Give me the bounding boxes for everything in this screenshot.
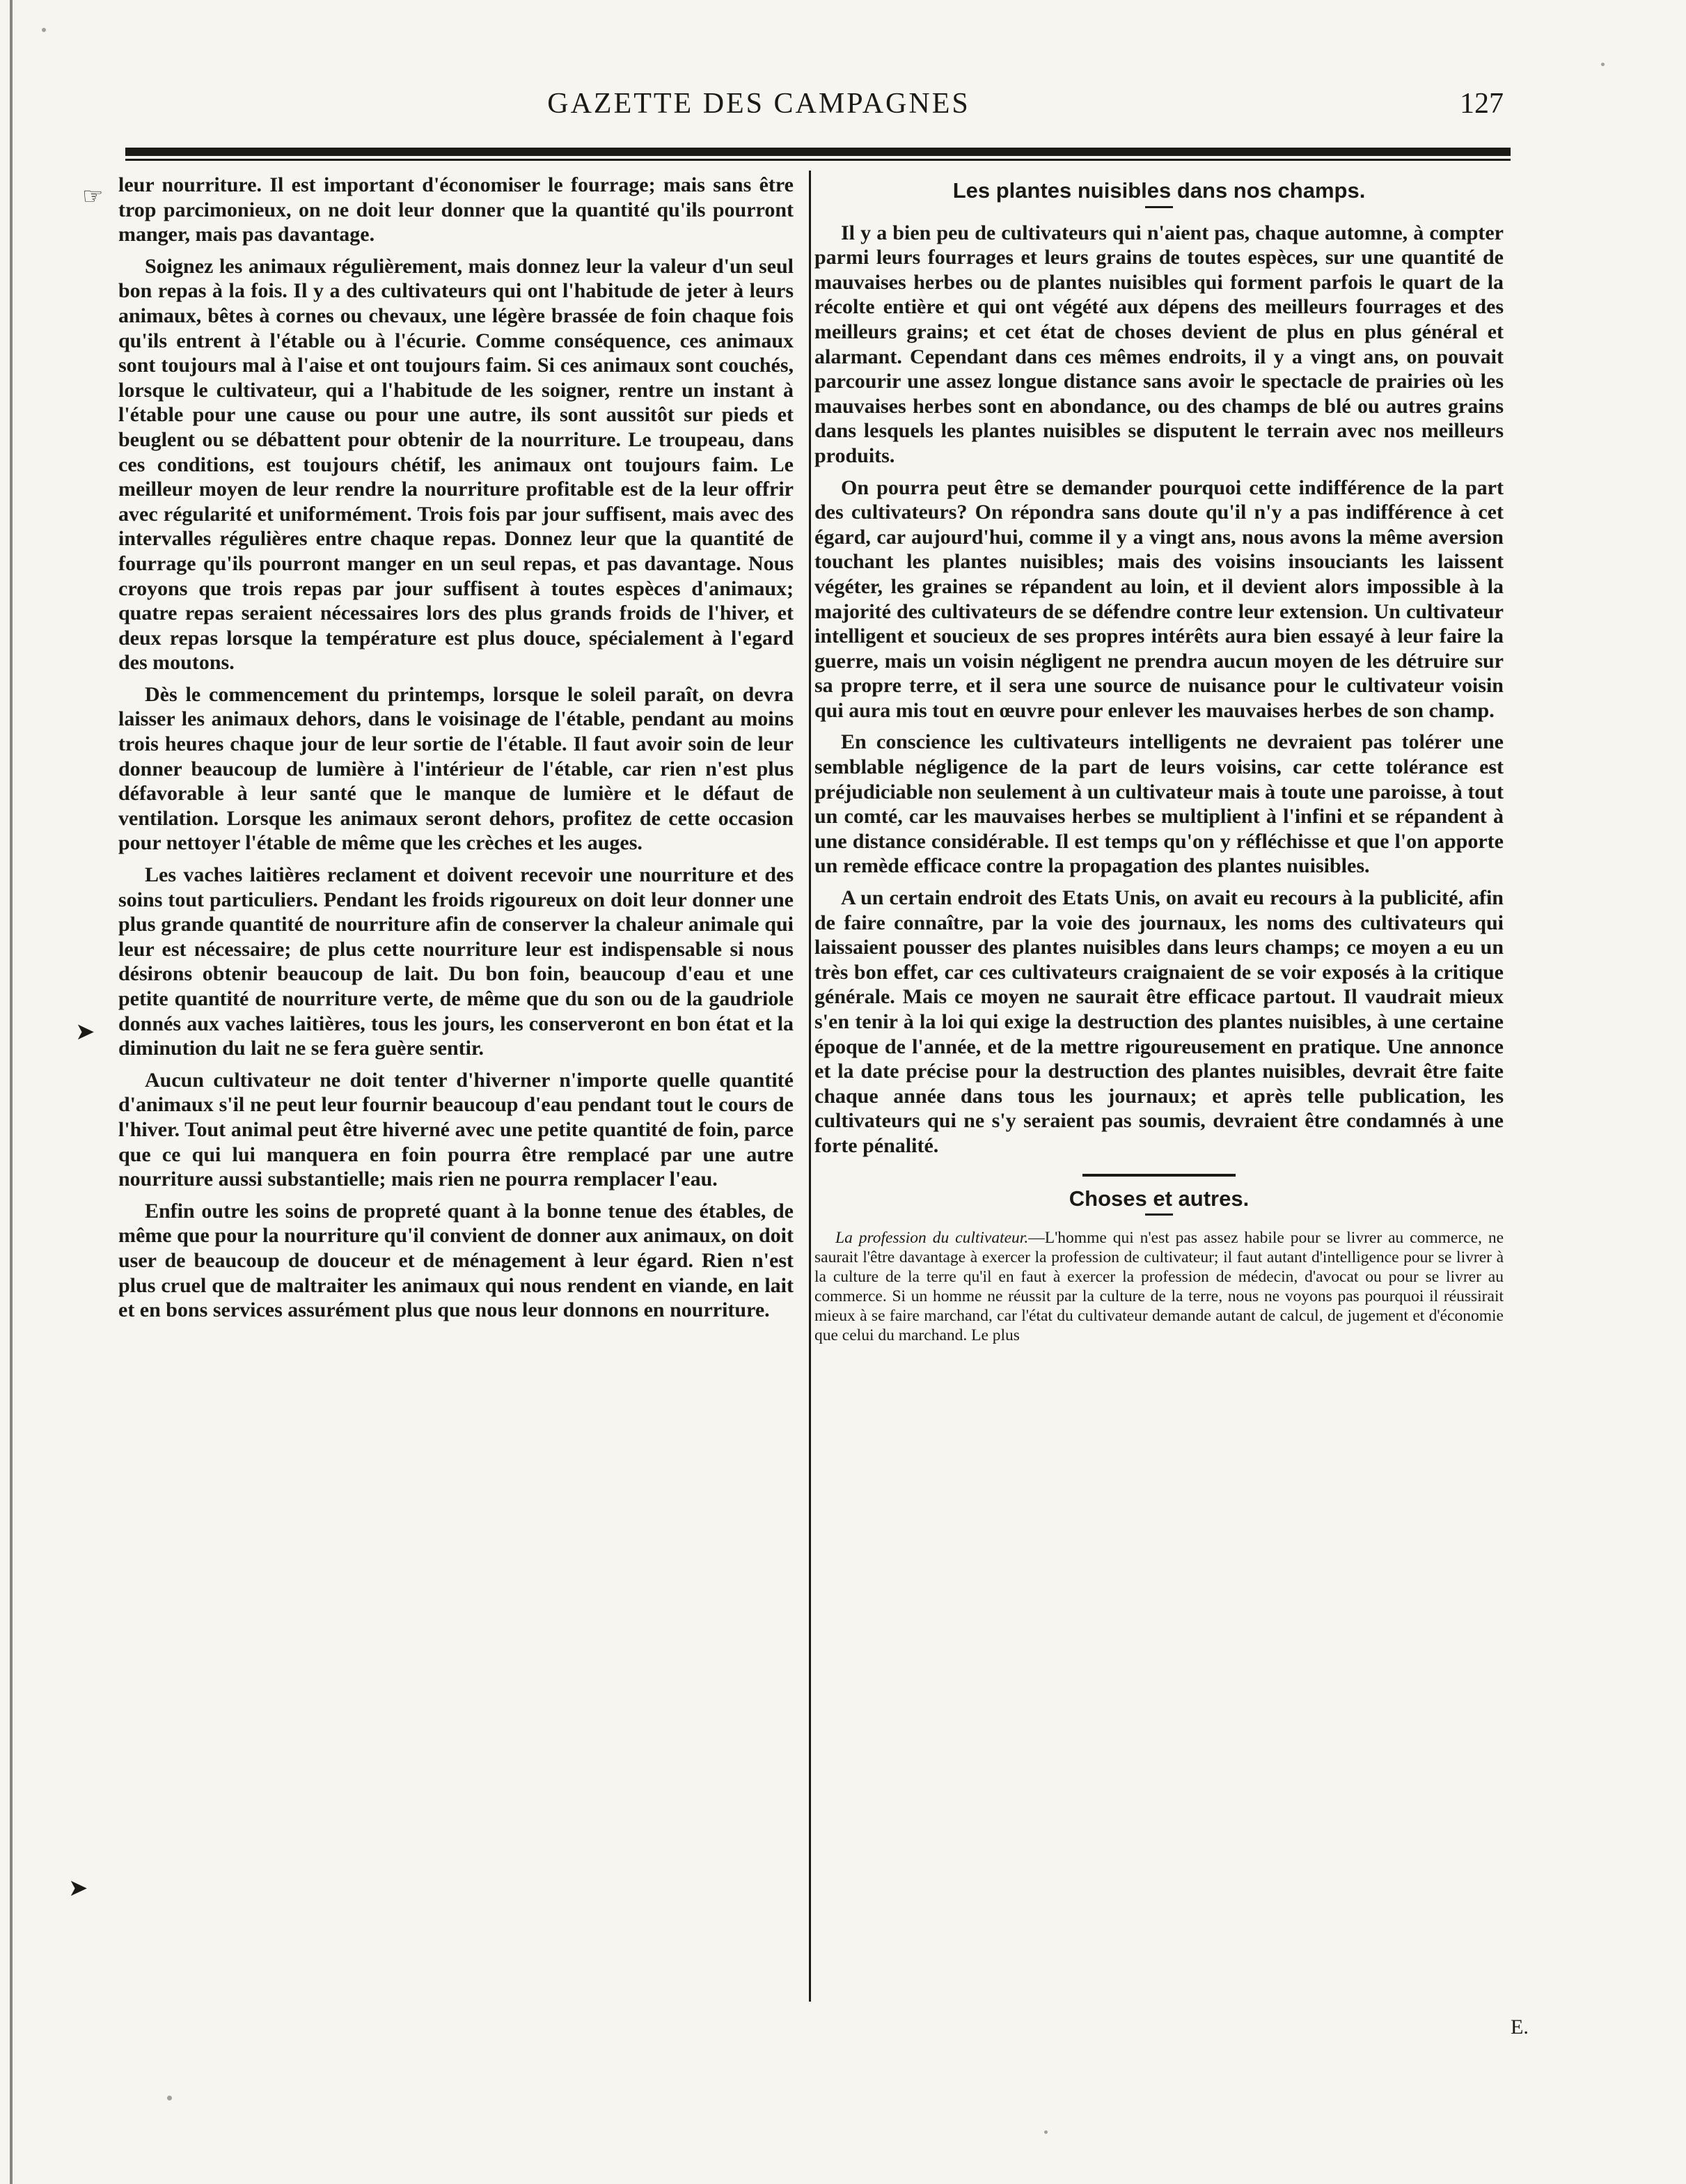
paragraph: Dès le commencement du printemps, lorsque le soleil paraît, on devra laisser les animaux dehors, dans le voisinage de l'étable, pendant au moins trois heures chaque jour de leur sortie de l'étable. Il faut avoir soin de leur donner beaucoup de lumière à l'intérieur de l'étable, car rien n'est plus défavorable à leur santé que le manque de lumière et le défaut de ventilation. Lorsque les animaux seront dehors, profitez de cette occasion pour nettoyer l'étable de même que les crèches et les auges. — [118, 682, 794, 855]
brief-text: —L'homme qui n'est pas assez habile pour se livrer au commerce, ne saurait l'être davantage à exercer la profession de cultivateur; il faut autant d'intelligence pour se livrer à la culture de la terre qu'il en faut à exercer la profession de médecin, d'avocat ou pour se livrer au commerce. Si un homme ne réussit par la culture de la terre, nous ne voyons pas pourquoi il réussirait mieux à se faire marchand, car l'état du cultivateur demande autant de calcul, de jugement et d'économie que celui du marchand. Le plus — [814, 1229, 1504, 1345]
paragraph: Les vaches laitières reclament et doivent recevoir une nourriture et des soins tout particuliers. Pendant les froids rigoureux on doit leur donner une plus grande quantité de nourriture afin de conserver la chaleur animale qui leur est nécessaire; de plus cette nourriture leur est indispensable si nous désirons obtenir beaucoup de lait. Du bon foin, beaucoup d'eau et une petite quantité de nourriture verte, de même que du son ou de la gaudriole donnés aux vaches laitières, tous les jours, les conserveront en bon état et la diminution du lait ne se fera guère sentir. — [118, 863, 794, 1060]
article-title: Les plantes nuisibles dans nos champs. — [952, 178, 1366, 203]
paragraph: A un certain endroit des Etats Unis, on avait eu recours à la publicité, afin de faire connaître, par la voie des journaux, les noms des cultivateurs qui laissaient pousser des plantes nuisibles dans leurs champs; ce moyen a eu un très bon effet, car ces cultivateurs craignaient de se voir exposés à la critique générale. Mais ce moyen ne saurait être efficace partout. Il vaudrait mieux s'en tenir à la loi qui exige la destruction des plantes nuisibles, à une certaine époque de l'année, et de la mettre rigoureusement en pratique. Une annonce et la date précise pour la destruction des plantes nuisibles, devrait être faite chaque année dans tous les journaux; et après telle publication, les cultivateurs qui ne s'y seraient pas soumis, devraient être condamnés à une forte pénalité. — [814, 886, 1504, 1157]
scan-speck — [1601, 63, 1605, 66]
header-rule-thick — [125, 148, 1511, 156]
title-dash — [1145, 1213, 1173, 1216]
paragraph: En conscience les cultivateurs intelligents ne devraient pas tolérer une semblable négligence de la part de leurs voisins, car cette tolérance est préjudiciable non seulement à un cultivateur mais à toute une paroisse, à tout un comté, car les mauvaises herbes se multiplient à l'infini et se répandent à une distance considérable. Il est temps qu'on y réfléchisse et que l'on apporte un remède efficace contre la propagation des plantes nuisibles. — [814, 730, 1504, 878]
arrow-mark-icon: ➤ — [75, 1018, 95, 1046]
paragraph: On pourra peut être se demander pourquoi cette indifférence de la part des cultivateurs? On répondra sans doute qu'il n'y a pas indifférence à cet égard, car aujourd'hui, comme il y a vingt ans, nous avons la même aversion touchant les plantes nuisibles; mais des voisins insouciants les laissent végéter, les graines se répandent au loin, et il devient alors impossible à la majorité des cultivateurs de se défendre contre leur extension. Un cultivateur intelligent et soucieux de ses propres intérêts aura bien essayé à leur faire la guerre, mais un voisin négligent ne prendra aucun moyen de les détruire sur sa propre terre, et il sera une source de nuisance pour le cultivateur voisin qui aura mis tout en œuvre pour enlever les mauvaises herbes de son champ. — [814, 476, 1504, 722]
left-column — [118, 173, 794, 1323]
right-column — [814, 173, 1504, 1345]
running-header — [125, 87, 1518, 136]
title-dash — [1145, 206, 1173, 208]
paragraph: Enfin outre les soins de propreté quant à la bonne tenue des étables, de même que pour la nourriture qu'il convient de donner aux animaux, on doit user de beaucoup de douceur et de ménagement à leur égard. Rien n'est plus cruel que de maltraiter les animaux qui nous rendent en viande, en lait et en bons services assurément plus que nous leur donnons en nourriture. — [118, 1199, 794, 1322]
scan-speck — [167, 2096, 172, 2100]
pointing-hand-icon: ☞ — [82, 182, 104, 210]
header-rule-thin — [125, 159, 1511, 161]
scan-speck — [42, 28, 46, 32]
paragraph: leur nourriture. Il est important d'économiser le fourrage; mais sans être trop parcimonieux, on ne doit leur donner que la quantité qu'ils pourront manger, mais pas davantage. — [118, 173, 794, 246]
page-edge — [10, 0, 13, 2184]
scan-speck — [1044, 2130, 1048, 2134]
corner-mark: E. — [1511, 2016, 1529, 2038]
paragraph: Soignez les animaux régulièrement, mais donnez leur la valeur d'un seul bon repas à la fois. Il y a des cultivateurs qui ont l'habitude de jeter à leurs animaux, bêtes à cornes ou chevaux, une légère brassée de foin chaque fois qu'ils entrent à l'étable ou à l'écurie. Comme conséquence, ces animaux sont toujours mal à l'aise et ont toujours faim. Si ces animaux sont couchés, lorsque le cultivateur, qui a l'habitude de les soigner, rentre un instant à l'étable pour une cause ou pour une autre, ils sont aussitôt sur pieds et beuglent ou se débattent pour obtenir de la nourriture. Le troupeau, dans ces conditions, est toujours chétif, les animaux ont toujours faim. Le meilleur moyen de leur rendre la nourriture profitable est de la leur offrir avec régularité et uniformément. Trois fois par jour suffisent, mais avec des intervalles régulières entre chaque repas. Donnez leur que la quantité de fourrage qu'ils pourront manger en un seul repas, et pas davantage. Nous croyons que trois repas par jour suffisent à toutes espèces d'animaux; quatre repas seraient nécessaires lors des plus grands froids de l'hiver, et deux repas lorsque la température est plus douce, spécialement à l'egard des moutons. — [118, 254, 794, 675]
page-number: 127 — [1460, 88, 1504, 120]
paragraph: Aucun cultivateur ne doit tenter d'hiverner n'importe quelle quantité d'animaux s'il ne peut leur fournir beaucoup d'eau pendant tout le cours de l'hiver. Tout animal peut être hiverné avec une petite quantité de foin, parce que ce qui lui manquera en foin pourra être remplacé par une autre nourriture aussi substantielle; mais rien ne pourra remplacer l'eau. — [118, 1068, 794, 1191]
paragraph: Il y a bien peu de cultivateurs qui n'aient pas, chaque automne, à compter parmi leurs fourrages et leurs grains de toutes espèces, sur une quantité de mauvaises herbes ou de plantes nuisibles qui forment parfois le quart de la récolte entière et qui ont végété aux dépens des meilleurs fourrages et des meilleurs grains; et cet état de choses devient de plus en plus général et alarmant. Cependant dans ces mêmes endroits, il y a vingt ans, on pouvait parcourir une assez longue distance sans avoir le spectacle de prairies où les mauvaises herbes sont en abondance, ou des champs de blé ou autres grains dans lesquels les plantes nuisibles se disputent le terrain avec nos meilleurs produits. — [814, 221, 1504, 467]
arrow-mark-icon: ➤ — [68, 1874, 88, 1902]
article-title: Choses et autres. — [1069, 1186, 1250, 1211]
column-divider — [809, 171, 811, 2002]
brief-lead: La profession du cultivateur. — [835, 1229, 1029, 1248]
section-divider — [1082, 1174, 1236, 1177]
brief-item — [814, 1228, 1504, 1345]
newspaper-title: GAZETTE DES CAMPAGNES — [547, 88, 970, 120]
